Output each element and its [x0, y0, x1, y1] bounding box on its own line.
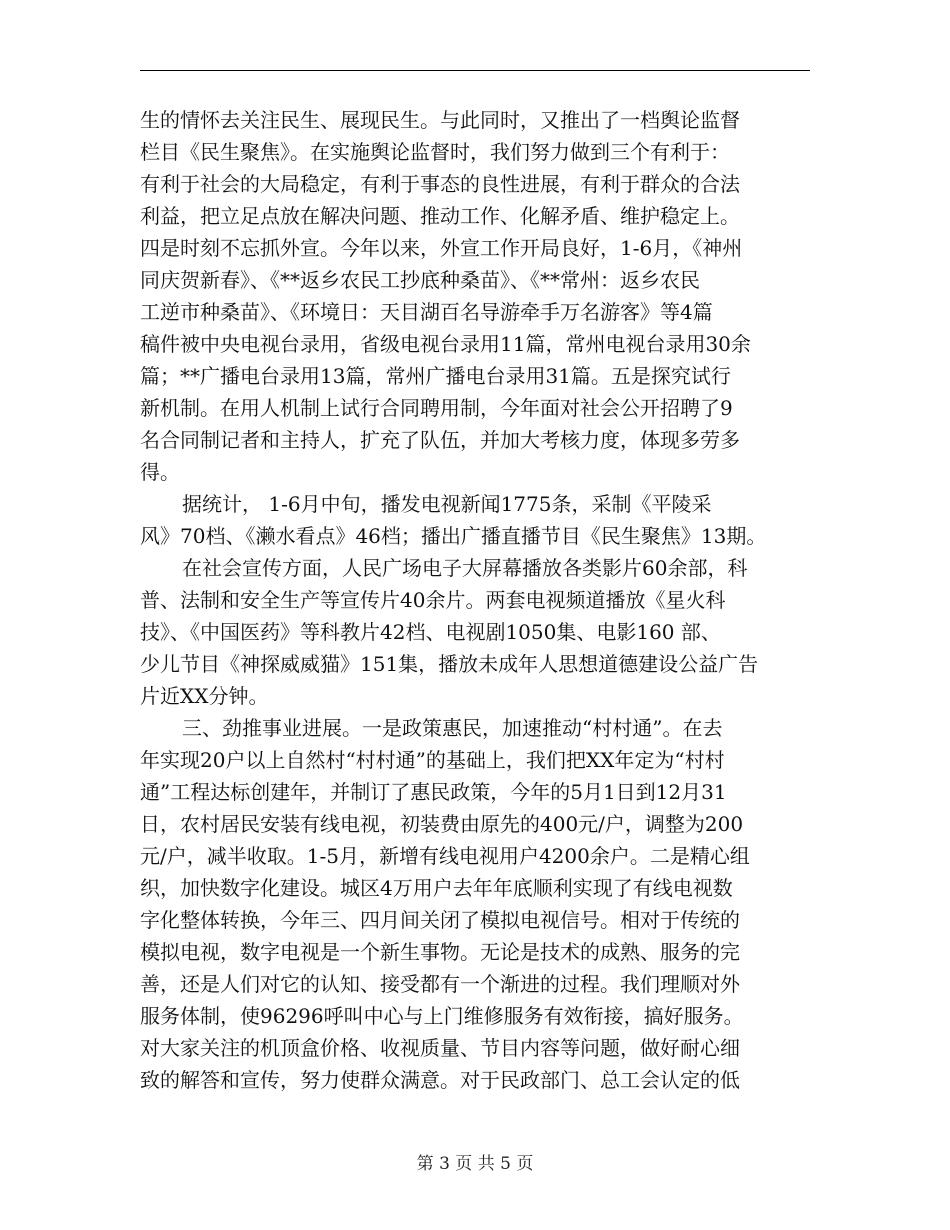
- text-line: 有利于社会的大局稳定，有利于事态的良性进展，有利于群众的合法: [140, 172, 740, 196]
- text-line: 四是时刻不忘抓外宣。今年以来，外宣工作开局良好，1-6月，《神州: [140, 236, 743, 260]
- text-line: 致的解答和宣传，努力使群众满意。对于民政部门、总工会认定的低: [140, 1068, 740, 1092]
- text-line: 篇；**广播电台录用13篇，常州广播电台录用31篇。五是探究试行: [140, 364, 731, 388]
- text-line: 稿件被中央电视台录用，省级电视台录用11篇，常州电视台录用30余: [140, 332, 751, 356]
- text-line: 少儿节目《神探威威猫》151集，播放未成年人思想道德建设公益广告: [140, 652, 759, 676]
- text-line: 同庆贺新春》、《**返乡农民工抄底种桑苗》、《**常州：返乡农民: [140, 268, 700, 292]
- text-line: 名合同制记者和主持人，扩充了队伍，并加大考核力度，体现多劳多: [140, 428, 740, 452]
- text-line: 普、法制和安全生产等宣传片40余片。两套电视频道播放《星火科: [140, 588, 726, 612]
- text-line: 织，加快数字化建设。城区4万用户去年年底顺利实现了有线电视数: [140, 876, 733, 900]
- text-line: 在社会宣传方面，人民广场电子大屏幕播放各类影片60余部，科: [182, 556, 748, 580]
- text-line: 日，农村居民安装有线电视，初装费由原先的400元/户，调整为200: [140, 812, 744, 836]
- text-line: 模拟电视，数字电视是一个新生事物。无论是技术的成熟、服务的完: [140, 940, 740, 964]
- text-line: 技》、《中国医药》等科教片42档、电视剧1050集、电影160 部、: [140, 620, 721, 644]
- paragraph: [140, 104, 810, 488]
- text-line: 生的情怀去关注民生、展现民生。与此同时，又推出了一档舆论监督: [140, 108, 740, 132]
- text-line: 工逆市种桑苗》、《环境日：天目湖百名导游牵手万名游客》等4篇: [140, 300, 713, 324]
- header-rule: [140, 70, 810, 71]
- text-line: 年实现20户以上自然村“村村通”的基础上，我们把XX年定为“村村: [140, 748, 725, 772]
- paragraph: [140, 488, 810, 552]
- page-footer: [0, 1152, 950, 1176]
- text-line: 利益，把立足点放在解决问题、推动工作、化解矛盾、维护稳定上。: [140, 204, 740, 228]
- text-line: 善，还是人们对它的认知、接受都有一个渐进的过程。我们理顺对外: [140, 972, 740, 996]
- paragraph: [140, 552, 810, 712]
- text-line: 新机制。在用人机制上试行合同聘用制，今年面对社会公开招聘了9: [140, 396, 733, 420]
- text-line: 片近XX分钟。: [140, 684, 269, 708]
- text-line: 栏目《民生聚焦》。在实施舆论监督时，我们努力做到三个有利于：: [140, 140, 730, 164]
- text-line: 通”工程达标创建年，并制订了惠民政策，今年的5月1日到12月31: [140, 780, 727, 804]
- text-line: 得。: [140, 460, 180, 484]
- text-line: 字化整体转换，今年三、四月间关闭了模拟电视信号。相对于传统的: [140, 908, 740, 932]
- document-body: [140, 104, 810, 1096]
- text-line: 元/户，减半收取。1-5月，新增有线电视用户4200余户。二是精心组: [140, 844, 750, 868]
- paragraph: [140, 712, 810, 1096]
- text-line: 服务体制，使96296呼叫中心与上门维修服务有效衔接，搞好服务。: [140, 1004, 744, 1028]
- text-line: 对大家关注的机顶盒价格、收视质量、节目内容等问题，做好耐心细: [140, 1036, 740, 1060]
- page-number-label: 第 3 页 共 5 页: [416, 1154, 534, 1174]
- text-line: 风》70档、《濑水看点》46档；播出广播直播节目《民生聚焦》13期。: [140, 524, 767, 548]
- text-line: 据统计， 1-6月中旬，播发电视新闻1775条，采制《平陵采: [182, 492, 712, 516]
- text-line: 三、劲推事业进展。一是政策惠民，加速推动“村村通”。在去: [182, 716, 723, 740]
